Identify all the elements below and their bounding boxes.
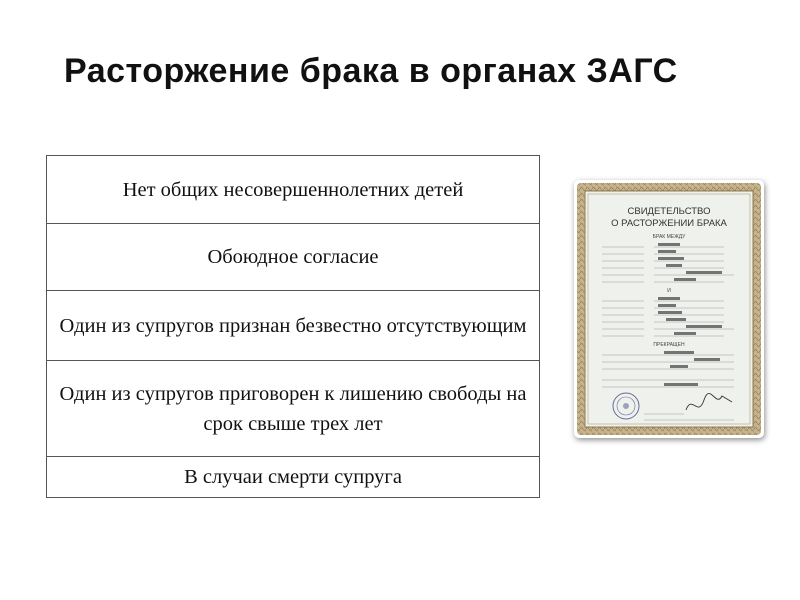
condition-mutual-consent: Обоюдное согласие xyxy=(47,224,539,291)
conditions-table xyxy=(46,155,540,498)
condition-spouse-imprisoned: Один из супругов приговорен к лишению свободы на срок свыше трех лет xyxy=(47,361,539,457)
condition-spouse-missing: Один из супругов признан безвестно отсутствующим xyxy=(47,291,539,361)
condition-no-children: Нет общих несовершеннолетних детей xyxy=(47,156,539,224)
divorce-certificate-image xyxy=(574,180,764,438)
certificate-heading-1: СВИДЕТЕЛЬСТВО xyxy=(627,206,711,217)
certificate-terminated: ПРЕКРАЩЕН xyxy=(653,342,685,348)
certificate-heading-2: О РАСТОРЖЕНИИ БРАКА xyxy=(611,218,727,229)
official-seal xyxy=(613,393,639,419)
condition-spouse-death: В случаи смерти супруга xyxy=(184,466,402,488)
certificate-and: И xyxy=(667,288,671,294)
slide-title: Расторжение брака в органах ЗАГС xyxy=(64,52,678,90)
certificate-between: БРАК МЕЖДУ xyxy=(652,234,686,240)
